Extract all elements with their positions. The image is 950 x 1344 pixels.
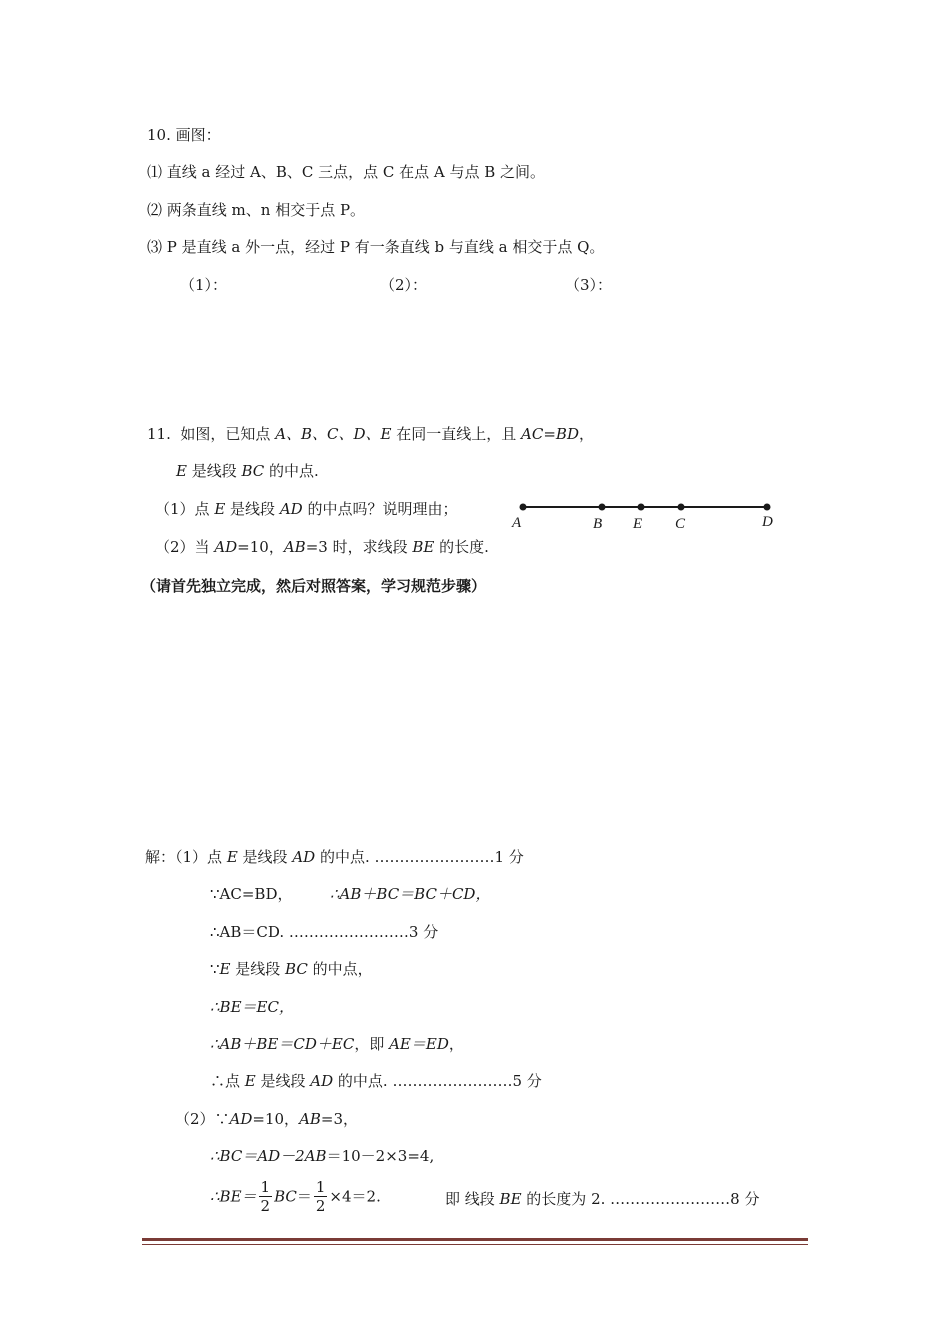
solution-line-3: ∴AB＝CD. ……………………3 分 — [210, 923, 439, 941]
solution-line-5: ∴BE＝EC， — [210, 998, 294, 1016]
point-a-label: A — [512, 515, 522, 531]
solution-line-2b: ∴AB＋BC＝BC＋CD， — [330, 885, 491, 903]
study-note: （请首先独立完成，然后对照答案，学习规范步骤） — [141, 577, 487, 595]
solution-line-1: 解：（1）点 E 是线段 AD 的中点. ……………………1 分 — [145, 848, 524, 866]
point-c-label: C — [675, 516, 686, 532]
point-c-dot — [678, 504, 685, 511]
footer-rule-thin — [142, 1244, 808, 1245]
q10-part-3: （3）： — [565, 276, 613, 294]
solution-line-4: ∵E 是线段 BC 的中点， — [210, 960, 373, 978]
segment-figure — [505, 495, 785, 535]
solution-line-9: ∴BC＝AD－2AB＝10－2×3=4, — [210, 1147, 435, 1165]
solution-line-2a: ∵AC=BD， — [210, 885, 293, 903]
solution-line-6: ∴AB＋BE＝CD＋EC，即 AE＝ED， — [210, 1035, 464, 1053]
solution-line-10-conclusion: 即 线段 BE 的长度为 2. ……………………8 分 — [445, 1190, 760, 1208]
footer-rule-thick — [142, 1238, 808, 1241]
q10-item-3: ⑶ P 是直线 a 外一点，经过 P 有一条直线 b 与直线 a 相交于点 Q。 — [147, 238, 605, 256]
q11-question-1: （1）点 E 是线段 AD 的中点吗？说明理由； — [155, 500, 458, 518]
point-a-dot — [520, 504, 527, 511]
fraction-half-1: $\frac{1}{2}$ — [260, 1178, 271, 1215]
q11-line-2: E 是线段 BC 的中点. — [176, 462, 319, 480]
point-e-label: E — [633, 516, 643, 532]
q10-item-2: ⑵ 两条直线 m、n 相交于点 P。 — [147, 201, 366, 219]
q11-question-2: （2）当 AD=10，AB=3 时，求线段 BE 的长度. — [155, 538, 489, 556]
q10-part-1: （1）： — [180, 276, 228, 294]
point-d-dot — [764, 504, 771, 511]
q10-title: 10. 画图： — [147, 126, 221, 144]
q10-item-1: ⑴ 直线 a 经过 A、B、C 三点，点 C 在点 A 与点 B 之间。 — [147, 163, 546, 181]
point-b-label: B — [593, 516, 603, 532]
solution-line-8: （2）∵AD=10，AB=3， — [175, 1110, 359, 1128]
point-d-label: D — [762, 514, 773, 530]
fraction-half-2: $\frac{1}{2}$ — [315, 1178, 326, 1215]
solution-line-10: ∴BE＝ $\frac{1}{2}$ BC＝ $\frac{1}{2}$ ×4＝2. — [210, 1178, 381, 1215]
q10-part-2: （2）： — [380, 276, 428, 294]
point-b-dot — [599, 504, 606, 511]
q11-line-1: 11. 如图，已知点 A、B、C、D、E 在同一直线上，且 AC=BD， — [147, 425, 594, 443]
point-e-dot — [638, 504, 645, 511]
solution-line-7: ∴点 E 是线段 AD 的中点. ……………………5 分 — [210, 1072, 542, 1090]
